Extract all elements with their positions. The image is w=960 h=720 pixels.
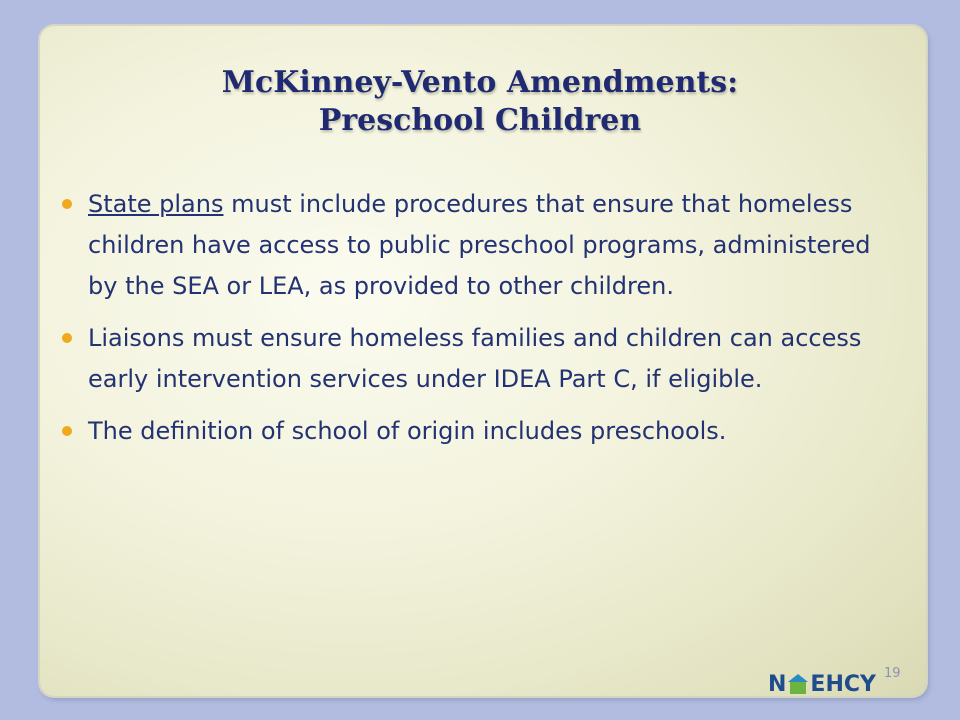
house-icon [788,674,808,694]
bullet-item-school-of-origin [60,411,890,452]
slide-title-line-1: McKinney-Vento Amendments: [221,65,739,100]
bullet-dot-icon [62,426,72,436]
bullet-dot-icon [62,333,72,343]
bullet-underlined-lead: State plans [88,190,224,218]
bullet-dot-icon [62,199,72,209]
slide-title-line-2: Preschool Children [318,103,642,138]
bullet-item-liaisons [60,318,890,400]
bullet-text: must include procedures that ensure that homeless children have access to public preschool programs, administered by the SEA or LEA, as provided to other children. [88,190,871,300]
bullet-text: Liaisons must ensure homeless families and children can access early intervention services under IDEA Part C, if eligible. [88,324,862,393]
logo-suffix: EHCY [810,671,876,697]
slide-title [0,64,960,140]
bullet-item-state-plans [60,184,890,307]
nchey-logo [768,670,876,698]
page-number: 19 [884,666,901,681]
logo-prefix: N [768,671,787,697]
bullet-text: The definition of school of origin includes preschools. [88,417,727,445]
bullet-list [60,184,890,463]
